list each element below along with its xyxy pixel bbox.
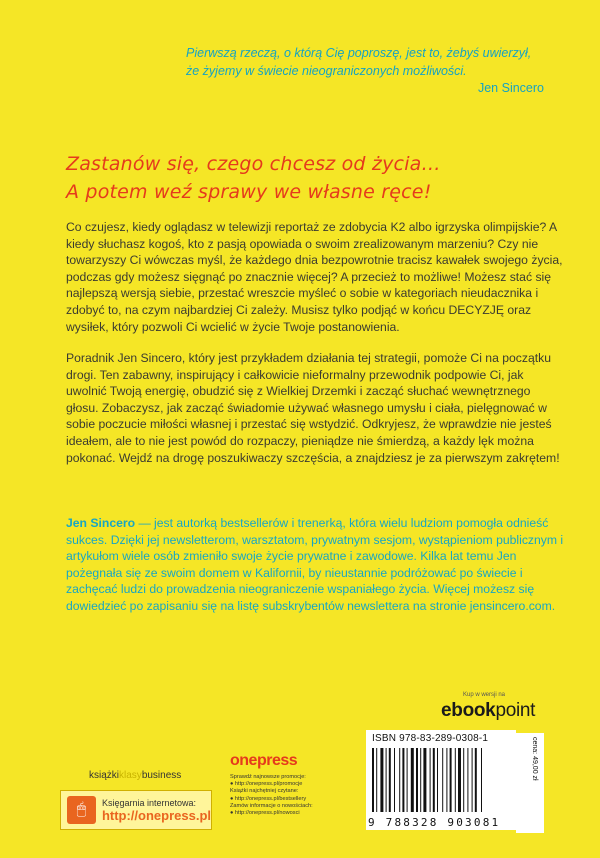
bookstore-banner[interactable]: [60, 790, 212, 830]
headline: [66, 150, 566, 206]
series-logo: [89, 770, 181, 781]
price-code: cena: 49,00 zł: [531, 737, 538, 781]
quote-line-2: że żyjemy w świecie nieograniczonych możliwości.: [186, 64, 467, 78]
store-text: [102, 798, 211, 823]
series-prefix: książki: [89, 770, 120, 781]
quote-line-1: Pierwszą rzeczą, o którą Cię poproszę, jest to, żebyś uwierzył,: [186, 46, 532, 60]
promo-links: [230, 774, 360, 817]
author-bio: [66, 515, 566, 615]
description-paragraph-1: Co czujesz, kiedy oglądasz w telewizji reportaż ze zdobycia K2 albo igrzyska olimpijskie? A kiedy słuchasz kogoś, kto z pasją opowiada o swoim zrealizowanym marzeniu? Czy nie towarzyszy Ci wówczas myśl, że każdego dnia bezpowrotnie tracisz kawałek swojego życia, podczas gdy możesz sięgnąć po znacznie więcej? A przecież to możliwe! Możesz stać się najlepszą wersją siebie, przestać wreszcie myśleć o sobie w kategoriach nieudacznika i zdobyć to, na czym najbardziej Ci zależy. Musisz tylko podjąć w końcu DECYZJĘ oraz wysiłek, który pozwoli Ci wcielić w życie Twoje postanowienia.: [66, 220, 563, 334]
isbn: ISBN 978-83-289-0308-1: [372, 733, 489, 744]
promo-line: Zamów informacje o nowościach:: [230, 802, 313, 809]
barcode-digits: 9 788328 903081: [368, 816, 501, 829]
ebook-logo-rest: point: [495, 700, 536, 721]
store-label: Księgarnia internetowa:: [101, 797, 196, 808]
headline-line-2: A potem weź sprawy we własne ręce!: [66, 181, 432, 203]
promo-link[interactable]: ● http://onepress.pl/bestsellery: [230, 795, 307, 802]
description-paragraph-2: Poradnik Jen Sincero, który jest przykładem działania tej strategii, pomoże Ci na początku drogi. Ten zabawny, inspirujący i całkowicie nieformalny przewodnik podpowie Ci, jak uwolnić Twoją energię, obudzić się z Wielkiej Drzemki i zacząć słuchać wewnętrznego głosu. Zobaczysz, jak zacząć świadomie używać własnego umysłu i ciała, pielęgnować w sobie poczucie miłości własnej i przestać się wstydzić. Odkryjesz, że wprawdzie nie jesteś ideałem, ale to nie jest powód do rozpaczy, pieniądze nie śmierdzą, a każdy lęk można pokonać. Wejdź na drogę poszukiwaczy szczęścia, a znajdziesz je za pierwszym zakrętem!: [66, 351, 560, 465]
series-mid: klasy: [119, 770, 142, 781]
epigraph-quote: [186, 44, 581, 80]
quote-author: Jen Sincero: [477, 81, 544, 95]
price-code-panel: [516, 733, 544, 833]
ebookpoint-logo: [441, 700, 535, 722]
promo-line: Sprawdź najnowsze promocje:: [230, 774, 306, 780]
author-bio-text: — jest autorką bestsellerów i trenerką, która wielu ludziom pomogła odnieść sukces. Dzięki jej newsletterom, warsztatom, prywatnym sesjom, wystąpieniom publicznym i artykułom wiele osób zmieniło swoje życie prywatne i zawodowe. Kilka lat temu Jen pożegnała się ze swoim domem w Kalifornii, by nieustannie podróżować po świecie i zachęcać ludzi do prowadzenia nieograniczenie wspaniałego życia. Więcej możesz się dowiedzieć po zapisaniu się na listę subskrybentów newslettera na stronie jensincero.com.: [66, 516, 564, 613]
ebook-logo-bold: ebook: [441, 700, 496, 721]
promo-link[interactable]: ● http://onepress.pl/promocje: [230, 781, 303, 788]
mouse-icon: 🖱: [67, 796, 96, 824]
author-name: Jen Sincero: [66, 516, 136, 530]
series-suffix: business: [141, 770, 182, 781]
promo-line: Książki najchętniej czytane:: [230, 788, 299, 795]
onepress-logo: onepress: [230, 752, 298, 769]
store-url[interactable]: http://onepress.pl: [101, 807, 211, 823]
ebook-caption: Kup w wersji na: [463, 692, 506, 698]
barcode: [370, 748, 510, 814]
headline-line-1: Zastanów się, czego chcesz od życia…: [66, 153, 441, 175]
promo-link[interactable]: ● http://onepress.pl/nowosci: [230, 810, 300, 817]
